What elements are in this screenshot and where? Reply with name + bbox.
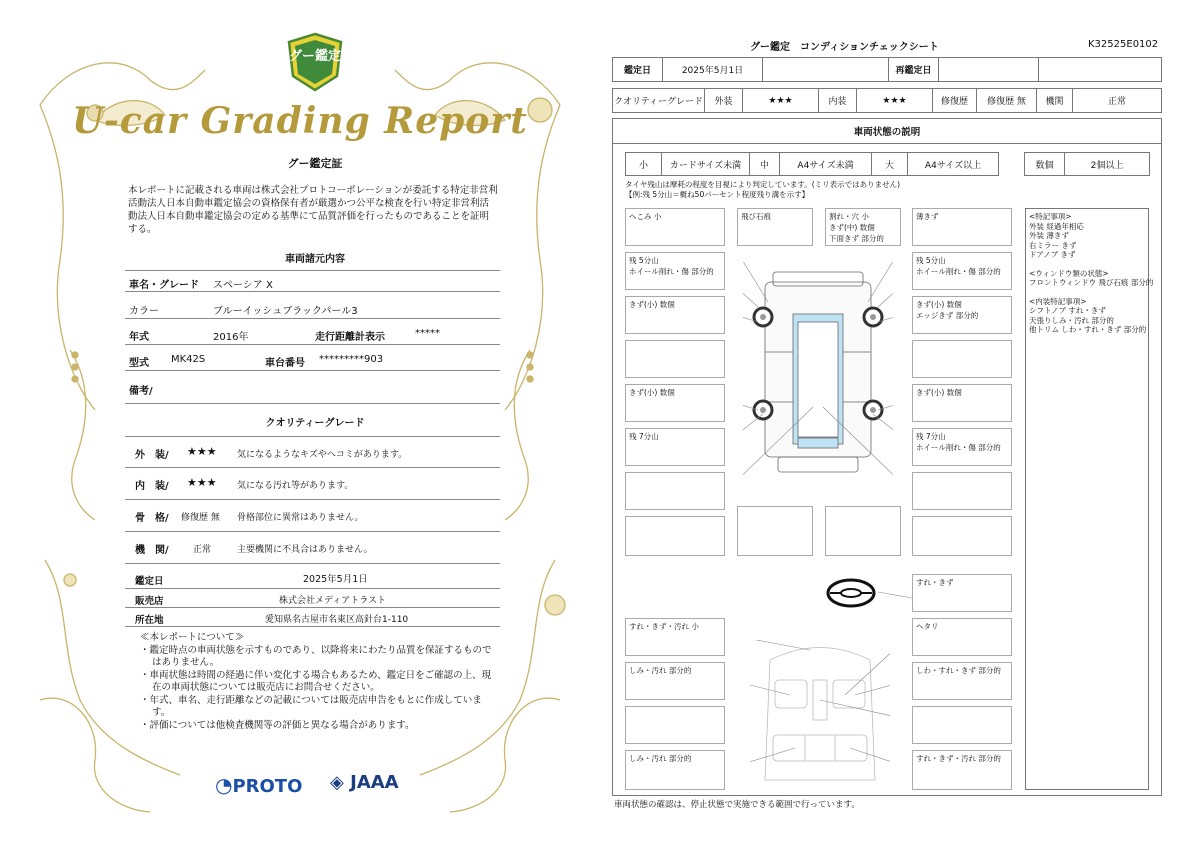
remark-line: 外装 薄きず bbox=[1029, 231, 1069, 240]
certificate-heading: グー鑑定証 bbox=[287, 157, 343, 170]
size-large: 大 bbox=[872, 153, 908, 175]
panel-text: 残 5分山 bbox=[629, 256, 659, 265]
engine-value: 正常 bbox=[1107, 97, 1126, 107]
note-item: ・評価については他検査機関等の評価と異なる場合があります。 bbox=[140, 719, 415, 731]
dealer-row bbox=[125, 589, 500, 608]
vehicle-name-row bbox=[125, 270, 500, 292]
model-value: MK42S bbox=[171, 354, 206, 365]
date-label: 鑑定日 bbox=[613, 58, 663, 81]
odometer-label: 走行距離計表示 bbox=[315, 332, 385, 343]
remark-line: <特記事項> bbox=[1029, 212, 1072, 221]
panel-text: ホイール削れ・傷 部分的 bbox=[916, 443, 1001, 452]
proto-logo-text: PROTO bbox=[232, 776, 303, 797]
color-value: ブルーイッシュブラックパール3 bbox=[213, 306, 358, 317]
panel-front-center-left bbox=[737, 208, 813, 246]
remark-line: <内装特記事項> bbox=[1029, 296, 1087, 306]
notes-heading: ≪本レポートについて≫ bbox=[140, 632, 245, 643]
panel-text: きず(小) 数個 bbox=[916, 300, 962, 309]
quality-desc: 気になる汚れ等があります。 bbox=[237, 481, 354, 491]
remark-line: フロントウィンドウ 飛び石痕 部分的 bbox=[1029, 278, 1154, 287]
panel-text: 残 5分山 bbox=[916, 256, 946, 265]
size-legend bbox=[625, 152, 999, 176]
panel-right-5 bbox=[912, 428, 1012, 466]
car-top-view-diagram bbox=[743, 262, 893, 482]
panel-text: すれ・きず bbox=[916, 578, 954, 587]
grade-row-label: クオリティーグレード bbox=[613, 89, 705, 112]
quality-row-frame bbox=[125, 500, 500, 532]
note-item: ・鑑定時点の車両状態を示すものであり、以降将来にわたり品質を保証するものではありません。 bbox=[140, 644, 492, 668]
ext-label: 外装 bbox=[705, 89, 743, 112]
certificate-title: U-car Grading Report bbox=[72, 100, 528, 142]
quality-label: 骨 格/ bbox=[135, 513, 169, 524]
panel-left-3 bbox=[625, 340, 725, 378]
interior-panel-5 bbox=[625, 750, 725, 790]
count-desc: 2個以上 bbox=[1090, 160, 1124, 171]
proto-mark-icon: ◔ bbox=[215, 773, 233, 797]
reinspect-empty-cell bbox=[1039, 58, 1161, 81]
panel-text: しみ・汚れ 部分的 bbox=[629, 754, 692, 763]
odometer-value: ***** bbox=[415, 328, 440, 339]
special-remarks bbox=[1025, 208, 1154, 790]
inspection-date-label: 鑑定日 bbox=[135, 576, 164, 587]
panel-text: エッジきず 部分的 bbox=[916, 311, 979, 320]
panel-text: しみ・汚れ 部分的 bbox=[629, 666, 692, 675]
panel-text: 薄きず bbox=[916, 212, 939, 221]
panel-text: きず(中) 数個 bbox=[829, 223, 875, 232]
panel-text: へこみ 小 bbox=[629, 212, 662, 221]
int-label: 内装 bbox=[819, 89, 857, 112]
date-value: 2025年5月1日 bbox=[663, 58, 763, 81]
quality-grade: ★★★ bbox=[187, 445, 217, 458]
color-row bbox=[125, 297, 500, 319]
note-item: ・年式、車名、走行距離などの記載については販売店申告をもとに作成しています。 bbox=[140, 694, 482, 718]
panel-left-6 bbox=[625, 472, 725, 510]
interior-panel-empty-right bbox=[912, 706, 1012, 744]
panel-rear-right bbox=[912, 516, 1012, 556]
interior-panel-6 bbox=[912, 750, 1012, 790]
remark-line bbox=[1029, 260, 1145, 269]
vehicle-name-label: 車名・グレード bbox=[129, 280, 199, 291]
sheet-title: グー鑑定 コンディションチェックシート bbox=[750, 42, 939, 53]
color-label: カラー bbox=[129, 306, 159, 317]
sheet-footer-note: 車両状態の確認は、停止状態で実施できる範囲で行っています。 bbox=[614, 800, 860, 810]
condition-check-sheet bbox=[600, 0, 1200, 848]
size-medium: 中 bbox=[750, 153, 780, 175]
remark-line: 天張りしみ・汚れ 部分的 bbox=[1029, 315, 1114, 325]
remark-line: 右ミラー きず bbox=[1029, 240, 1077, 250]
steering-wheel-icon bbox=[825, 578, 877, 608]
quality-label: 内 装/ bbox=[135, 481, 169, 492]
quality-grade: ★★★ bbox=[187, 476, 217, 489]
year-row bbox=[125, 323, 500, 345]
panel-text: 残 7分山 bbox=[629, 432, 659, 441]
jaaa-logo bbox=[330, 772, 399, 793]
jaaa-mark-icon: ◈ bbox=[330, 772, 344, 793]
panel-text: しわ・すれ・きず 部分的 bbox=[916, 666, 1001, 675]
tire-note bbox=[625, 180, 900, 200]
quality-grade: 正常 bbox=[193, 545, 212, 555]
quality-label: 機 関/ bbox=[135, 545, 169, 556]
quality-row-interior bbox=[125, 468, 500, 500]
reinspect-label: 再鑑定日 bbox=[889, 58, 939, 81]
int-value: ★★★ bbox=[857, 89, 933, 112]
steering-leader-line bbox=[878, 590, 912, 600]
panel-right-4 bbox=[912, 384, 1012, 422]
remark-line: ドアノブ きず bbox=[1029, 250, 1076, 259]
size-large-desc: A4サイズ以上 bbox=[924, 160, 982, 171]
quality-row-exterior bbox=[125, 436, 500, 468]
report-notes bbox=[140, 632, 500, 732]
count-label: 数個 bbox=[1025, 153, 1065, 175]
size-small: 小 bbox=[626, 153, 662, 175]
inspection-date-table bbox=[612, 57, 1162, 82]
address-value: 愛知県名古屋市名東区高針台1-110 bbox=[265, 615, 409, 625]
date-empty-cell bbox=[763, 58, 889, 81]
certificate-intro-text: 本レポートに記載される車両は株式会社プロトコーポレーションが委託する特定非営利活動法人日本自動車鑑定協会の資格保有者が厳選かつ公平な検査を行い特定非営利活動法人日本自動車鑑定協会の定める基準にて品質評価を行ったものであることを証明する。 bbox=[128, 185, 498, 235]
quality-grade-table bbox=[612, 88, 1162, 113]
interior-panel-empty-left bbox=[625, 706, 725, 744]
quality-desc: 気になるようなキズやヘコミがあります。 bbox=[237, 450, 408, 460]
tire-note-line: 【例:残 5分山＝概ね50パーセント程度残り溝を示す】 bbox=[625, 190, 810, 199]
panel-front-right bbox=[912, 208, 1012, 246]
year-label: 年式 bbox=[129, 332, 149, 343]
panel-text: 割れ・穴 小 bbox=[829, 212, 869, 221]
quality-label: 外 装/ bbox=[135, 450, 169, 461]
panel-text: きず(小) 数個 bbox=[629, 300, 675, 309]
reinspect-value bbox=[939, 58, 1039, 81]
remark-line: 外装 経過年相応 bbox=[1029, 221, 1084, 231]
car-interior-diagram bbox=[750, 640, 890, 790]
panel-text: きず(小) 数個 bbox=[916, 388, 962, 397]
remarks-row bbox=[125, 377, 500, 404]
address-row bbox=[125, 608, 500, 627]
quality-grade-heading: クオリティーグレード bbox=[265, 418, 365, 429]
panel-text: 下面きず 部分的 bbox=[829, 234, 884, 243]
remark-line: シフトノブ すれ・きず bbox=[1029, 306, 1106, 315]
panel-right-2 bbox=[912, 296, 1012, 334]
panel-rear-center-left bbox=[737, 506, 813, 556]
jaaa-logo-text: JAAA bbox=[350, 772, 399, 793]
panel-rear-left bbox=[625, 516, 725, 556]
panel-text: きず(小) 数個 bbox=[629, 388, 675, 397]
vehicle-name-value: スペーシア X bbox=[213, 280, 273, 291]
remarks-label: 備考/ bbox=[129, 386, 153, 397]
size-small-desc: カードサイズ未満 bbox=[662, 153, 750, 175]
panel-rear-center-right bbox=[825, 506, 901, 556]
spec-section-heading: 車両諸元内容 bbox=[285, 254, 345, 265]
chassis-label: 車台番号 bbox=[265, 358, 305, 369]
remark-line: <ウィンドウ類の状態> bbox=[1029, 268, 1109, 278]
panel-right-1 bbox=[912, 252, 1012, 290]
condition-heading: 車両状態の説明 bbox=[612, 118, 1162, 144]
panel-left-2 bbox=[625, 296, 725, 334]
panel-text: ヘタリ bbox=[916, 622, 939, 631]
tire-note-line: タイヤ残山は摩耗の程度を目視により判定しています。(ミリ表示ではありません) bbox=[625, 180, 901, 189]
engine-label: 機関 bbox=[1037, 89, 1073, 112]
panel-right-3 bbox=[912, 340, 1012, 378]
sheet-id: K32525E0102 bbox=[1088, 39, 1159, 50]
quality-desc: 骨格部位に異常はありません。 bbox=[237, 513, 364, 523]
panel-left-4 bbox=[625, 384, 725, 422]
address-label: 所在地 bbox=[135, 615, 164, 626]
ext-value: ★★★ bbox=[743, 89, 819, 112]
interior-panel-1 bbox=[625, 618, 725, 656]
panel-text: すれ・きず・汚れ 小 bbox=[629, 622, 699, 631]
remark-line: 他トリム しわ・すれ・きず 部分的 bbox=[1029, 325, 1147, 334]
panel-text: ホイール削れ・傷 部分的 bbox=[629, 267, 714, 276]
quality-grade: 修復歴 無 bbox=[181, 513, 220, 523]
quality-desc: 主要機関に不具合はありません。 bbox=[237, 545, 373, 555]
note-item: ・車両状態は時間の経過に伴い変化する場合もあるため、鑑定日をご確認の上、現在の車両状態については販売店にお問合せください。 bbox=[140, 669, 492, 693]
panel-front-left bbox=[625, 208, 725, 246]
interior-panel-2 bbox=[912, 618, 1012, 656]
badge-text: グー鑑定 bbox=[288, 49, 342, 64]
inspection-date-row bbox=[125, 567, 500, 589]
panel-front-center-right bbox=[825, 208, 901, 246]
size-medium-desc: A4サイズ未満 bbox=[780, 153, 872, 175]
panel-left-1 bbox=[625, 252, 725, 290]
interior-panel-4 bbox=[912, 662, 1012, 700]
year-value: 2016年 bbox=[213, 332, 249, 343]
dealer-value: 株式会社メディアトラスト bbox=[279, 596, 387, 606]
inspection-date-value: 2025年5月1日 bbox=[303, 574, 368, 585]
model-row bbox=[125, 349, 500, 371]
panel-text: 残 7分山 bbox=[916, 432, 946, 441]
panel-right-6 bbox=[912, 472, 1012, 510]
proto-logo bbox=[215, 773, 302, 797]
chassis-value: *********903 bbox=[319, 354, 384, 365]
panel-text: すれ・きず・汚れ 部分的 bbox=[916, 754, 1001, 763]
remark-line bbox=[1029, 288, 1145, 297]
interior-panel-3 bbox=[625, 662, 725, 700]
panel-steering bbox=[912, 574, 1012, 612]
repair-label: 修復歴 bbox=[933, 89, 977, 112]
model-label: 型式 bbox=[129, 358, 149, 369]
quality-row-engine bbox=[125, 532, 500, 564]
panel-text: 飛び石痕 bbox=[741, 212, 771, 221]
dealer-label: 販売店 bbox=[135, 596, 164, 607]
gu-kantei-badge-icon bbox=[285, 32, 345, 94]
count-legend bbox=[1024, 152, 1150, 176]
panel-text: ホイール削れ・傷 部分的 bbox=[916, 267, 1001, 276]
repair-value: 修復歴 無 bbox=[977, 89, 1037, 112]
panel-left-5 bbox=[625, 428, 725, 466]
